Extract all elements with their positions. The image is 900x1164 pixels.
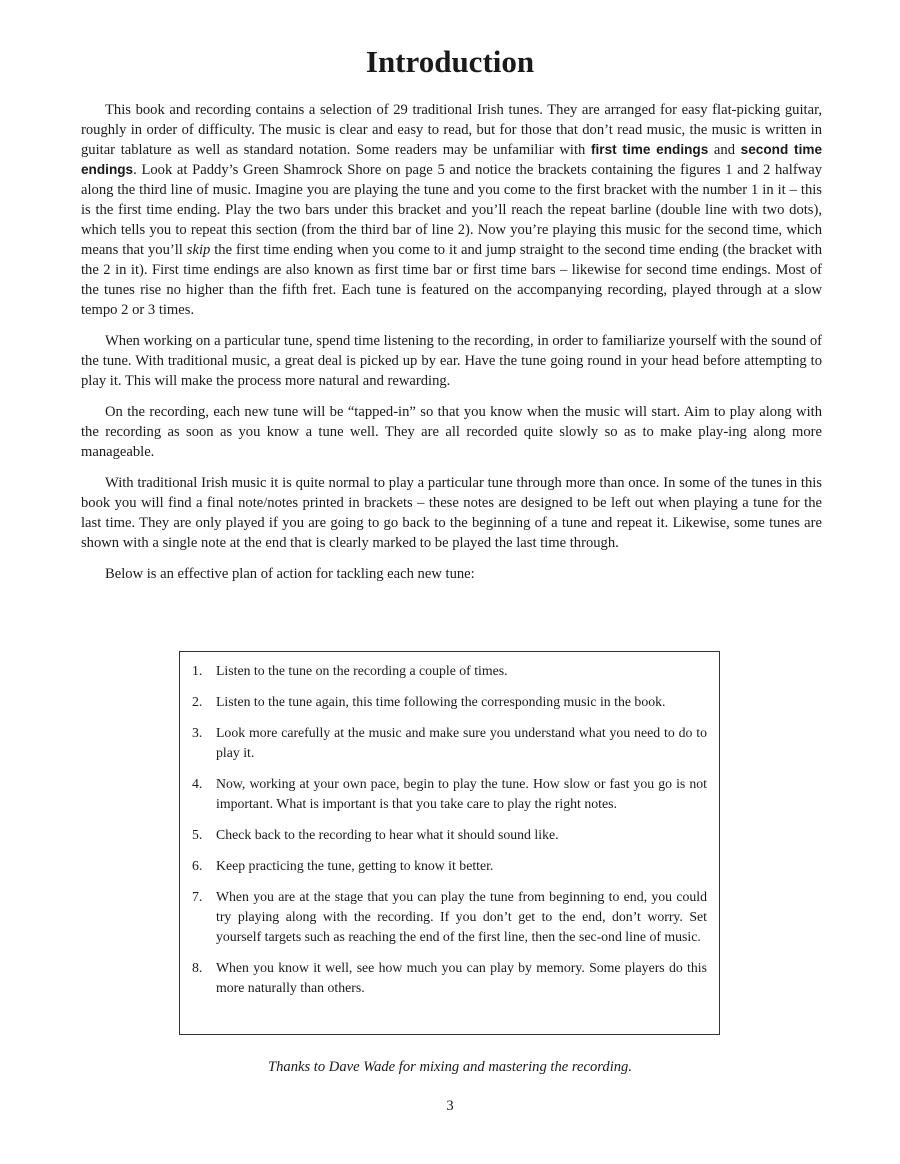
plan-item-text: When you are at the stage that you can play the tune from beginning to end, you could try playing along with the recording. If you don’t get to the end, don’t worry. Set yourself targets such as reaching the end of the first line, then the sec-ond line of music. — [216, 889, 707, 944]
bold-term-first-time-endings: first time endings — [590, 142, 709, 157]
paragraph-text: and — [708, 142, 741, 158]
plan-item-number: 1. — [192, 663, 203, 678]
plan-item — [192, 958, 707, 998]
plan-item-number: 5. — [192, 827, 203, 842]
plan-item-number: 8. — [192, 960, 203, 975]
plan-item-text: Look more carefully at the music and make sure you understand what you need to do to play it. — [216, 725, 707, 760]
paragraph-plan-intro: Below is an effective plan of action for tackling each new tune: — [105, 566, 475, 582]
body-text — [81, 100, 822, 598]
plan-item — [192, 887, 707, 947]
plan-item-text: When you know it well, see how much you can play by memory. Some players do this more naturally than others. — [216, 960, 707, 995]
bold-term-second-time-endings: second time endings — [81, 142, 822, 177]
paragraph-text: the first time ending when you come to it and jump straight to the second time ending (the bracket with the 2 in it). First time endings are also known as first time bar or first time bars – likewise for second time endings. Most of the tunes rise no higher than the fifth fret. Each tune is featured on the accompanying recording, played through at a slow tempo 2 or 3 times. — [81, 242, 822, 318]
paragraph-endings — [81, 100, 822, 320]
page-number: 3 — [446, 1098, 454, 1114]
paragraph-text: . Look at Paddy’s Green Shamrock Shore on page 5 and notice the brackets containing the figures 1 and 2 halfway along the third line of music. Imagine you are playing the tune and you come to the first bracket with the number 1 in it – this is the first time ending. Play the two bars under this bracket and you’ll reach the repeat barline (double line with two dots), which tells you to repeat this section (from the third bar of line 2). Now you’re playing this music for the second time, which means that you’ll — [81, 162, 822, 258]
plan-item — [192, 723, 707, 763]
plan-item — [192, 661, 707, 681]
plan-item-number: 3. — [192, 725, 203, 740]
plan-list — [192, 661, 707, 998]
plan-item — [192, 774, 707, 814]
plan-item-text: Keep practicing the tune, getting to know it better. — [216, 858, 494, 873]
paragraph-listening: When working on a particular tune, spend time listening to the recording, in order to familiarize yourself with the sound of the tune. With traditional music, a great deal is picked up by ear. Have the tune going round in your head before attempting to play it. This will make the process more natural and rewarding. — [81, 333, 822, 389]
paragraph-brackets: With traditional Irish music it is quite normal to play a particular tune through more than once. In some of the tunes in this book you will find a final note/notes printed in brackets – these notes are designed to be left out when playing a tune for the last time. They are only played if you are going to go back to the beginning of a tune and repeat it. Likewise, some tunes are shown with a single note at the end that is clearly marked to be played the last time through. — [81, 475, 822, 551]
paragraph-tapped-in: On the recording, each new tune will be “tapped-in” so that you know when the music will start. Aim to play along with the recording as soon as you know a tune well. They are all recorded quite slowly so as to make play-ing along more manageable. — [81, 404, 822, 460]
plan-item-number: 4. — [192, 776, 203, 791]
acknowledgement: Thanks to Dave Wade for mixing and mastering the recording. — [268, 1059, 632, 1075]
page-title: Introduction — [365, 44, 535, 79]
plan-item-text: Listen to the tune on the recording a couple of times. — [216, 663, 508, 678]
plan-item — [192, 825, 707, 845]
plan-item — [192, 692, 707, 712]
plan-item-number: 2. — [192, 694, 203, 709]
plan-item-text: Check back to the recording to hear what it should sound like. — [216, 827, 559, 842]
plan-item — [192, 856, 707, 876]
plan-item-number: 7. — [192, 889, 203, 904]
plan-item-number: 6. — [192, 858, 203, 873]
plan-item-text: Listen to the tune again, this time following the corresponding music in the book. — [216, 694, 666, 709]
paragraph-text: This book and recording contains a selection of 29 traditional Irish tunes. They are arranged for easy flat-picking guitar, roughly in order of difficulty. The music is clear and easy to read, but for those that don’t read music, the music is written in guitar tablature as well as standard notation. Some readers may be unfamiliar with — [81, 102, 822, 158]
italic-term-skip: skip — [186, 242, 211, 258]
plan-item-text: Now, working at your own pace, begin to play the tune. How slow or fast you go is not important. What is important is that you take care to play the right notes. — [216, 776, 707, 811]
plan-of-action-box — [179, 651, 720, 1035]
